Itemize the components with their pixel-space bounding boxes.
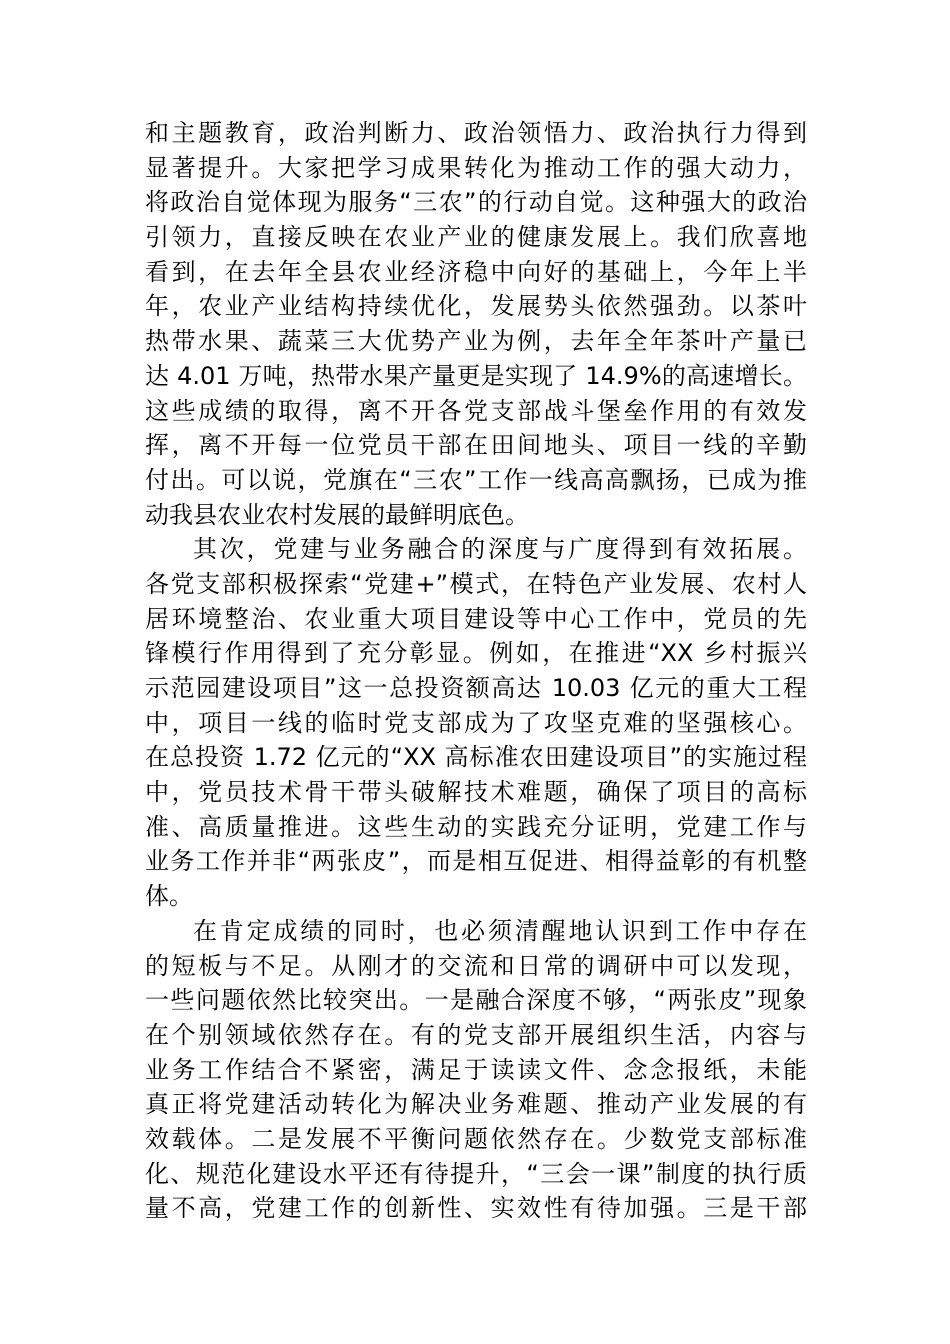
text-line: 热带水果、蔬菜三大优势产业为例，去年全年茶叶产量已 (145, 327, 807, 356)
text-line: 业务工作并非“两张皮”，而是相互促进、相得益彰的有机整 (145, 847, 807, 876)
text-line: 业务工作结合不紧密，满足于读读文件、念念报纸，未能 (145, 1055, 807, 1084)
text-line: 一些问题依然比较突出。一是融合深度不够，“两张皮”现象 (145, 986, 807, 1015)
text-line: 动我县农业农村发展的最鲜明底色。 (145, 500, 529, 529)
paragraph-achievements (145, 116, 807, 532)
text-line: 的短板与不足。从刚才的交流和日常的调研中可以发现， (145, 951, 807, 980)
text-line: 锋模行作用得到了充分彰显。例如，在推进“XX 乡村振兴 (145, 639, 807, 668)
paragraph-party-building-integration (145, 532, 807, 914)
text-line: 这些成绩的取得，离不开各党支部战斗堡垒作用的有效发 (145, 396, 807, 425)
text-line: 付出。可以说，党旗在“三农”工作一线高高飘扬，已成为推 (145, 465, 807, 494)
text-line: 化、规范化建设水平还有待提升，“三会一课”制度的执行质 (145, 1159, 807, 1188)
text-line: 效载体。二是发展不平衡问题依然存在。少数党支部标准 (145, 1124, 807, 1153)
text-line: 达 4.01 万吨，热带水果产量更是实现了 14.9%的高速增长。 (145, 361, 807, 390)
text-line: 在总投资 1.72 亿元的“XX 高标准农田建设项目”的实施过程 (145, 743, 807, 772)
text-line: 准、高质量推进。这些生动的实践充分证明，党建工作与 (145, 812, 807, 841)
text-line: 看到，在去年全县农业经济稳中向好的基础上，今年上半 (145, 257, 807, 286)
text-line: 在个别领域依然存在。有的党支部开展组织生活，内容与 (145, 1020, 807, 1049)
text-line: 在肯定成绩的同时，也必须清醒地认识到工作中存在 (193, 916, 807, 945)
paragraph-shortcomings (145, 914, 807, 1226)
text-line: 显著提升。大家把学习成果转化为推动工作的强大动力， (145, 153, 807, 182)
text-line: 和主题教育，政治判断力、政治领悟力、政治执行力得到 (145, 119, 807, 147)
text-line: 年，农业产业结构持续优化，发展势头依然强劲。以茶叶 (145, 292, 807, 321)
text-line: 其次，党建与业务融合的深度与广度得到有效拓展。 (193, 535, 807, 564)
text-line: 中，党员技术骨干带头破解技术难题，确保了项目的高标 (145, 778, 807, 807)
text-line: 居环境整治、农业重大项目建设等中心工作中，党员的先 (145, 604, 807, 633)
text-line: 中，项目一线的临时党支部成为了攻坚克难的坚强核心。 (145, 708, 807, 737)
text-line: 真正将党建活动转化为解决业务难题、推动产业发展的有 (145, 1090, 807, 1119)
text-line: 各党支部积极探索“党建+”模式，在特色产业发展、农村人 (145, 569, 807, 598)
text-line: 示范园建设项目”这一总投资额高达 10.03 亿元的重大工程 (145, 674, 807, 702)
document-body (145, 116, 807, 1226)
text-line: 引领力，直接反映在农业产业的健康发展上。我们欣喜地 (145, 223, 807, 252)
text-line: 将政治自觉体现为服务“三农”的行动自觉。这种强大的政治 (145, 188, 807, 217)
text-line: 量不高，党建工作的创新性、实效性有待加强。三是干部 (145, 1194, 807, 1223)
text-line: 体。 (145, 882, 193, 911)
text-line: 挥，离不开每一位党员干部在田间地头、项目一线的辛勤 (145, 431, 807, 460)
